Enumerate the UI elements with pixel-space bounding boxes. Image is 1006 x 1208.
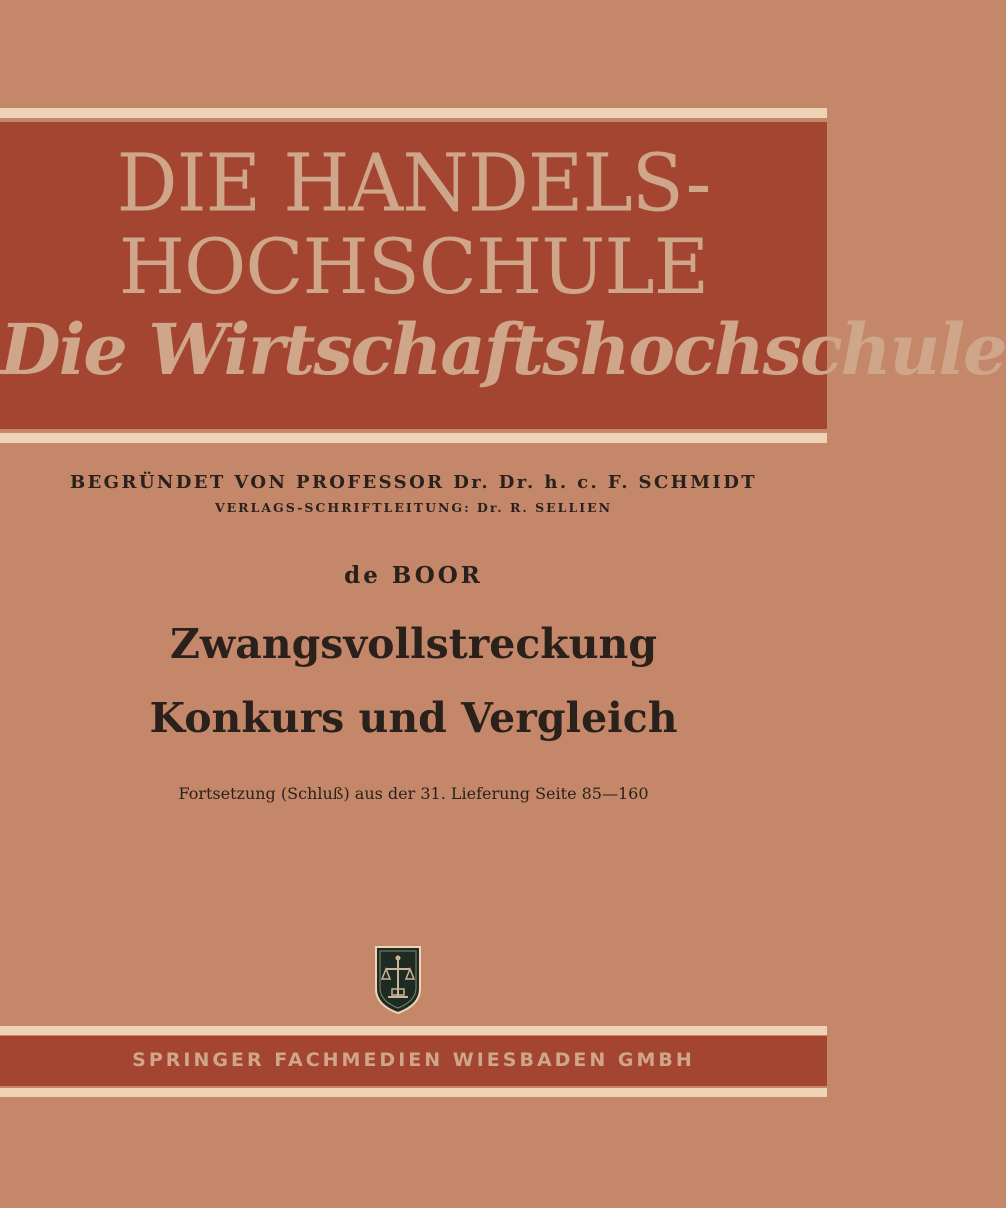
book-title-line-2: Konkurs und Vergleich xyxy=(149,694,678,742)
top-light-stripe xyxy=(0,108,827,118)
shield-with-scales-logo-icon xyxy=(374,945,422,1015)
author-name: de BOOR xyxy=(344,562,483,589)
book-subtitle: Fortsetzung (Schluß) aus der 31. Lieferung Seite 85—160 xyxy=(178,784,649,803)
bottom-lower-stripe xyxy=(0,1088,827,1097)
founder-line: BEGRÜNDET VON PROFESSOR Dr. Dr. h. c. F. SCHMIDT xyxy=(69,472,758,493)
editor-line: VERLAGS-SCHRIFTLEITUNG: Dr. R. SELLIEN xyxy=(214,500,613,515)
publisher-name: SPRINGER FACHMEDIEN WIESBADEN GMBH xyxy=(132,1049,695,1071)
series-title-line-1: DIE HANDELS- xyxy=(116,135,711,230)
series-band-bottom-stripe xyxy=(0,433,827,443)
series-title-line-3: Die Wirtschaftshochschule xyxy=(0,308,1006,391)
bottom-upper-stripe xyxy=(0,1026,827,1035)
book-title-line-1: Zwangsvollstreckung xyxy=(169,620,658,668)
series-title-line-2: HOCHSCHULE xyxy=(118,222,709,311)
